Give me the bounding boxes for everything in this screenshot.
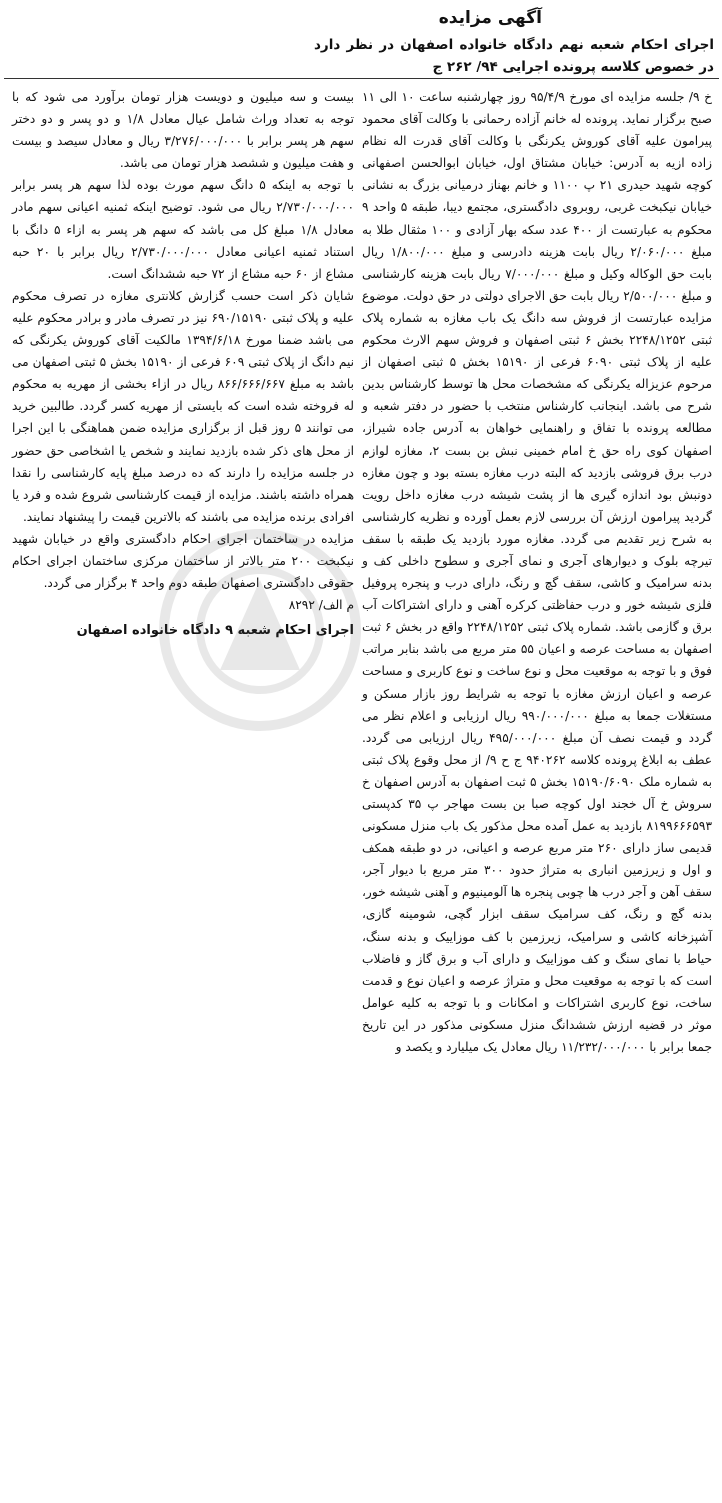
left-paragraph-2: با توجه به اینکه ۵ دانگ سهم مورث بوده لذا سهم هر پسر برابر ۲/۷۳۰/۰۰۰/۰۰۰ ریال می شود. توضیح اینکه ثمنیه اعیانی سهم مادر معادل ۱/۸ مبلغ کل می باشد که سهم هر پسر به ازاء ۵ دانگ با استناد ثمنیه اعیانی معادل ۲/۷۳۰/۰۰۰/۰۰۰ ریال برابر با ۲۰ حبه مشاع از ۶۰ حبه مشاع از ۷۲ حبه ششدانگ است.: [12, 178, 354, 281]
left-paragraph-3: شایان ذکر است حسب گزارش کلانتری مغازه در تصرف محکوم علیه و پلاک ثبتی ۶۹۰/۱۵۱۹۰ نیز در تصرف مادر و برادر محکوم علیه می باشد ضمنا مورخ ۱۳۹۴/۶/۱۸ مالکیت آقای کوروش یکرنگی که نیم دانگ از پلاک ثبتی ۶۰۹ فرعی از ۱۵۱۹۰ بخش ۵ ثبتی اصفهان می باشد به مبلغ ۸۶۶/۶۶۶/۶۶۷ ریال در ازاء بخشی از مهریه به محکوم له فروخته شده است که بایستی از مهریه کسر گردد. طالبین خرید می توانند ۵ روز قبل از برگزاری مزایده ضمن هماهنگی با این اجرا از محل های ذکر شده بازدید نمایند و شخص یا اشخاصی حق حضور در جلسه مزایده را دارند که ده درصد مبلغ پایه کارشناسی را نقدا همراه داشته باشند. مزایده از قیمت کارشناسی شروع شده و فرد یا افرادی برنده مزایده می باشند که بالاترین قیمت را پیشنهاد نمایند.: [12, 288, 355, 524]
issuer-signature: اجرای احکام شعبه ۹ دادگاه خانواده اصفهان: [76, 623, 354, 639]
reference-code: م الف/ ۸۲۹۲: [288, 598, 354, 613]
left-paragraph-1: بیست و سه میلیون و دویست هزار تومان برآورد می شود که با توجه به تعداد وراث شامل عیال معادل ۱/۸ و دو پسر و دو دختر سهم هر پسر برابر با ۳/۲۷۶/۰۰۰/۰۰۰ ریال و معادل سیصد و بیست و هفت میلیون و ششصد هزار تومان می باشد.: [12, 90, 354, 171]
left-paragraph-4: مزایده در ساختمان اجرای احکام دادگستری واقع در خیابان شهید نیکبخت ۲۰۰ متر بالاتر از ساختمان مرکزی ساختمان اجرای احکام حقوقی دادگستری اصفهان طبقه دوم واحد ۴ برگزار می گردد.: [12, 531, 355, 591]
left-column: [12, 86, 354, 642]
notice-title: آگهی مزایده: [438, 8, 542, 28]
header-divider: [4, 78, 719, 79]
right-column-text: خ ۹/ جلسه مزایده ای مورخ ۹۵/۴/۹ روز چهارشنبه ساعت ۱۰ الی ۱۱ صبح برگزار نماید. پرونده له خانم آزاده رحمانی با وکالت آقای محمود پیرامون علیه آقای کوروش یکرنگی با وکالت آقای قدرت اله نظام زاده ازیه به آدرس: خیابان مشتاق اول، خیابان ابوالحسن اصفهانی کوچه شهید حیدری ۲۱ پ ۱۱۰۰ و خانم بهناز درمیانی بزرگ به نشانی خیابان نیکبخت غربی، روبروی دادگستری، مجتمع دیبا، طبقه ۵ واحد ۹ محکوم به عبارتست از ۴۰۰ عدد سکه بهار آزادی و ۱۰۰ مثقال طلا به مبلغ ۲/۰۶۰/۰۰۰ ریال بابت هزینه دادرسی و مبلغ ۱/۸۰۰/۰۰۰ ریال بابت حق الوکاله وکیل و مبلغ ۷/۰۰۰/۰۰۰ ریال بابت هزینه کارشناسی و مبلغ ۲/۵۰۰/۰۰۰ ریال بابت حق الاجرای دولتی در حق دولت. موضوع مزایده عبارتست از فروش سه دانگ یک باب مغازه به شماره پلاک ثبتی ۲۲۴۸/۱۲۵۲ بخش ۶ ثبتی اصفهان و فروش سهم الارث محکوم علیه از پلاک ثبتی ۶۰۹۰ فرعی از ۱۵۱۹۰ بخش ۵ ثبتی اصفهان از مرحوم عزیزاله یکرنگی که مشخصات محل ها توسط کارشناس بدین شرح می باشد. اینجانب کارشناس منتخب با حضور در دفتر شعبه و مطالعه پرونده با تفاق و راهنمایی خواهان به آدرس جاده شیراز، اصفهان کوی راه حق خ امام خمینی نبش بن بست ۲، مغازه لوازم درب برق فروشی بازدید که البته درب مغازه بسته بود و چون مغازه دونبش بود اندازه گیری ها از پشت شیشه درب مغازه داخل رویت گردید پیرامون ارزش آن بررسی لازم بعمل آورده و نظریه کارشناسی به شرح زیر تقدیم می گردد. مغازه مورد بازدید یک طبقه با سقف تیرچه بلوک و دیوارهای آجری و نمای آجری و سطوح داخلی کف و بدنه سرامیک و کاشی، سقف گچ و رنگ، دارای درب و پنجره پروفیل فلزی شیشه خور و درب حفاظتی کرکره آهنی و دارای اشتراکات آب برق و گازمی باشد. شماره پلاک ثبتی ۲۲۴۸/۱۲۵۲ واقع در بخش ۶ ثبت اصفهان به مساحت عرصه و اعیان ۵۵ متر مربع می باشد بنابر مراتب فوق و با توجه به موقعیت محل و نوع ساخت و نوع کاربری و مساحت عرصه و اعیان ارزش مغازه با توجه به شرایط روز بازار مسکن و مستغلات جمعا به مبلغ ۹۹۰/۰۰۰/۰۰۰ ریال ارزیابی و اعلام نظر می گردد و قیمت نصف آن مبلغ ۴۹۵/۰۰۰/۰۰۰ ریال ارزیابی می گردد. عطف به ابلاغ پرونده کلاسه ۹۴۰۲۶۲ ج ح ۹/ از محل وقوع پلاک ثبتی به شماره ملک ۱۵۱۹۰/۶۰۹۰ بخش ۵ ثبت اصفهان به آدرس اصفهان خ سروش خ آل خجند اول کوچه صبا بن بست مهاجر پ ۳۵ کدپستی ۸۱۹۹۶۶۶۵۹۳ بازدید به عمل آمده محل مذکور یک باب منزل مسکونی قدیمی ساز دارای ۲۶۰ متر مربع عرصه و اعیانی، در دو طبقه همکف و اول و زیرزمین انباری به متراژ حدود ۳۰۰ متر مربع با دیوار آجر، سقف آهن و آجر درب ها چوبی پنجره ها آلومینیوم و آهنی شیشه خور، بدنه گچ و رنگ، کف سرامیک سقف ابزار گچی، شومینه گازی، آشپزخانه کاشی و سرامیک، زیرزمین با کف موزاییک و بدنه سنگ، حیاط با نمای سنگ و کف موزاییک و دارای آب و برق گاز و فاضلاب است که با توجه به موقعیت محل و متراژ عرصه و اعیان نوع و قدمت ساخت، نوع کاربری اشتراکات و امکانات و با توجه به کلیه عوامل موثر در قضیه ارزش ششدانگ منزل مسکونی مذکور در این تاریخ جمعا برابر با ۱۱/۲۳۲/۰۰۰/۰۰۰ ریال معادل یک میلیارد و یکصد و: [362, 90, 713, 1055]
right-column: [362, 86, 712, 1058]
notice-subtitle: اجرای احکام شعبه نهم دادگاه خانواده اصفهان در نظر دارد در خصوص کلاسه پرونده اجرایی ۹۴/ ۲۶۲ ج: [314, 37, 714, 75]
